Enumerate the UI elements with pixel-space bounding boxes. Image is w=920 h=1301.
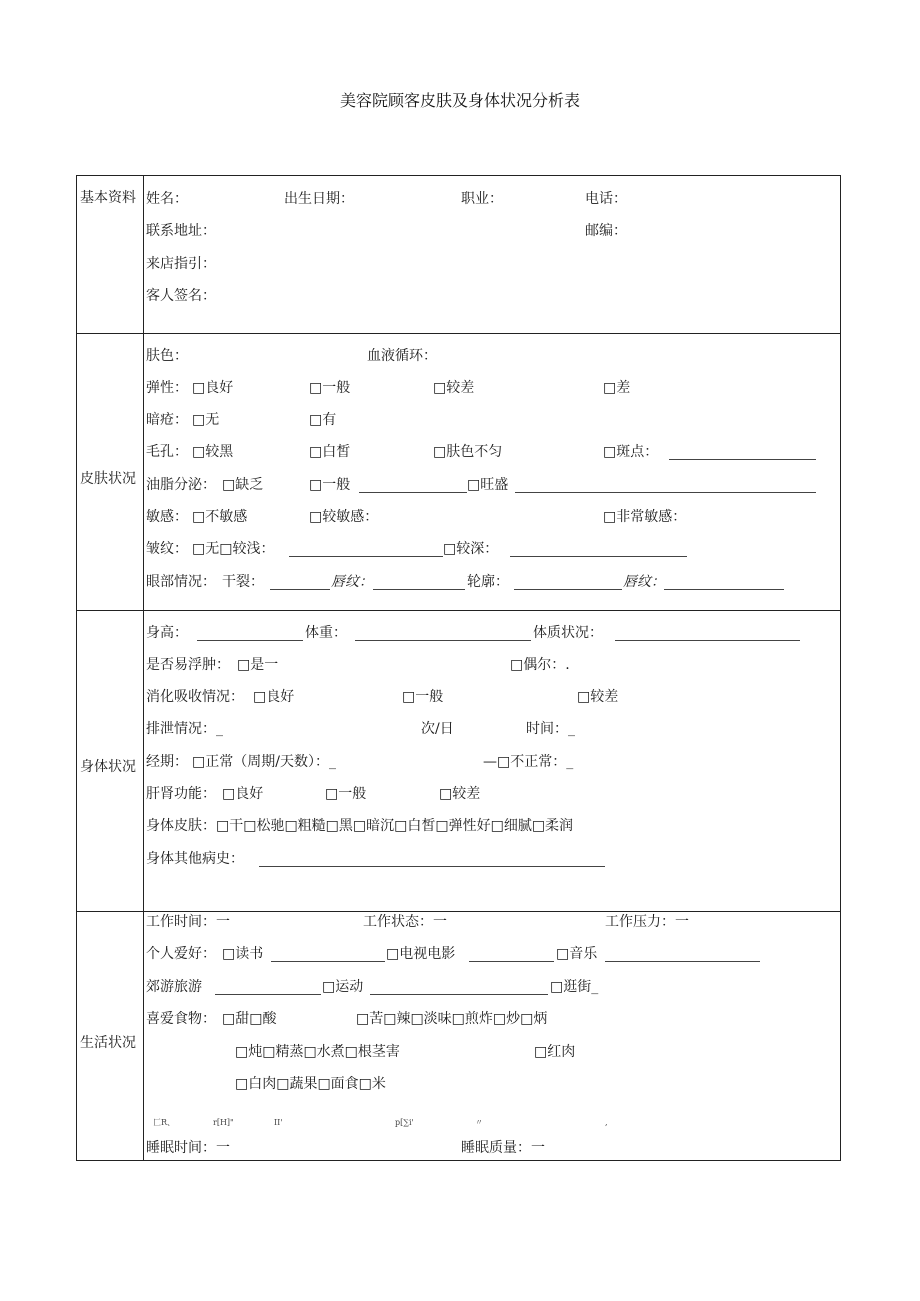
checkbox-option[interactable]: □有 xyxy=(309,412,337,428)
work-pressure-label: 工作压力：一 xyxy=(605,914,689,930)
blood-circulation-label: 血液循环： xyxy=(367,348,437,364)
liver-kidney-label: 肝肾功能： xyxy=(146,786,216,802)
section-divider xyxy=(77,610,840,611)
excretion-label: 排泄情况：_ xyxy=(146,721,223,737)
checkbox-option[interactable]: □红肉 xyxy=(534,1044,576,1060)
eye-dry-label: 干裂： xyxy=(222,574,264,590)
checkbox-option[interactable]: □是一 xyxy=(237,657,279,673)
section-label-life: 生活状况 xyxy=(80,1035,136,1051)
checkbox-option[interactable]: □较差 xyxy=(577,689,619,705)
fill-blank-line[interactable] xyxy=(215,994,321,995)
checkbox-option[interactable]: □一般 xyxy=(309,477,351,493)
birth-field-label: 出生日期： xyxy=(284,191,354,207)
checkbox-option[interactable]: □白肉□蔬果□面食□米 xyxy=(235,1076,386,1092)
scan-artifact-text: r[H]" xyxy=(213,1118,234,1127)
checkbox-option[interactable]: □较差 xyxy=(439,786,481,802)
checkbox-option[interactable]: □一般 xyxy=(402,689,444,705)
checkbox-option[interactable]: □差 xyxy=(603,380,631,396)
eye-lip-line-label: 唇纹： xyxy=(623,574,665,590)
checkbox-option[interactable]: □较黑 xyxy=(192,444,234,460)
eye-contour-label: 轮廓： xyxy=(467,574,509,590)
sleep-quality-label: 睡眠质量：一 xyxy=(461,1140,545,1156)
guide-field-label: 来店指引： xyxy=(146,256,216,272)
address-field-label: 联系地址： xyxy=(146,223,216,239)
checkbox-option[interactable]: □较敏感： xyxy=(309,509,379,525)
checkbox-option[interactable]: □肤色不匀 xyxy=(433,444,503,460)
postcode-field-label: 邮编： xyxy=(585,223,627,239)
label-column-divider xyxy=(143,176,144,1160)
scan-artifact-text: 匚R、 xyxy=(153,1118,176,1127)
body-skin-options[interactable]: 身体皮肤：□干□松驰□粗糙□黑□暗沉□白皙□弹性好□细腻□柔润 xyxy=(146,818,574,834)
checkbox-option[interactable]: □非常敏感： xyxy=(603,509,687,525)
section-label-basic: 基本资料 xyxy=(80,190,136,206)
digestion-label: 消化吸收情况： xyxy=(146,689,244,705)
excretion-time-label: 时间：_ xyxy=(526,721,575,737)
checkbox-option[interactable]: □较差 xyxy=(433,380,475,396)
pores-label: 毛孔： xyxy=(146,444,188,460)
job-field-label: 职业： xyxy=(461,191,503,207)
checkbox-option[interactable]: □运动 xyxy=(322,979,364,995)
checkbox-option[interactable]: —□不正常：_ xyxy=(483,754,574,770)
section-label-skin: 皮肤状况 xyxy=(80,471,136,487)
checkbox-option[interactable]: □良好 xyxy=(222,786,264,802)
scan-artifact-text: II' xyxy=(274,1118,283,1127)
medical-history-label: 身体其他病史： xyxy=(146,851,244,867)
fill-blank-line[interactable] xyxy=(289,556,443,557)
fill-blank-line[interactable] xyxy=(664,589,784,590)
fill-blank-line[interactable] xyxy=(271,961,385,962)
height-label: 身高： xyxy=(146,625,188,641)
checkbox-option[interactable]: □逛街_ xyxy=(550,979,599,995)
fill-blank-line[interactable] xyxy=(515,492,816,493)
favorite-food-label: 喜爱食物： xyxy=(146,1011,216,1027)
elasticity-label: 弹性： xyxy=(146,380,188,396)
sleep-time-label: 睡眠时间：一 xyxy=(146,1140,230,1156)
fill-blank-line[interactable] xyxy=(373,589,465,590)
fill-blank-line[interactable] xyxy=(514,589,622,590)
scan-artifact-text: 〃 xyxy=(475,1118,483,1127)
checkbox-option[interactable]: □白皙 xyxy=(309,444,351,460)
phone-field-label: 电话： xyxy=(585,191,627,207)
checkbox-option[interactable]: □炖□精蒸□水煮□根茎害 xyxy=(235,1044,400,1060)
outing-label: 郊游旅游 xyxy=(146,979,202,995)
checkbox-option[interactable]: □正常（周期/天数）：_ xyxy=(192,754,336,770)
skin-color-label: 肤色： xyxy=(146,348,188,364)
checkbox-option[interactable]: □偶尔：. xyxy=(510,657,570,673)
signature-field-label: 客人签名： xyxy=(146,288,216,304)
checkbox-option[interactable]: □旺盛 xyxy=(467,477,509,493)
checkbox-option[interactable]: □较深： xyxy=(443,541,499,557)
checkbox-option[interactable]: □一般 xyxy=(325,786,367,802)
fill-blank-line[interactable] xyxy=(370,994,548,995)
section-divider xyxy=(77,333,840,334)
name-field-label: 姓名： xyxy=(146,191,188,207)
menstrual-label: 经期： xyxy=(146,754,188,770)
excretion-frequency-label: 次/日 xyxy=(421,721,454,737)
fill-blank-line[interactable] xyxy=(197,640,303,641)
fill-blank-line[interactable] xyxy=(359,492,467,493)
fill-blank-line[interactable] xyxy=(270,589,330,590)
fill-blank-line[interactable] xyxy=(615,640,800,641)
checkbox-option[interactable]: □良好 xyxy=(192,380,234,396)
swelling-label: 是否易浮肿： xyxy=(146,657,230,673)
scan-artifact-text: , xyxy=(605,1118,608,1127)
scan-artifact-text: p[∑i' xyxy=(395,1118,414,1127)
analysis-form xyxy=(76,175,841,1161)
fill-blank-line[interactable] xyxy=(669,459,816,460)
work-state-label: 工作状态：一 xyxy=(363,914,447,930)
checkbox-option[interactable]: □不敏感 xyxy=(192,509,248,525)
page-title: 美容院顾客皮肤及身体状况分析表 xyxy=(339,91,580,110)
weight-label: 体重： xyxy=(305,625,347,641)
wrinkle-label: 皱纹： xyxy=(146,541,188,557)
oil-secretion-label: 油脂分泌： xyxy=(146,477,216,493)
fill-blank-line[interactable] xyxy=(469,961,554,962)
fill-blank-line[interactable] xyxy=(510,556,687,557)
checkbox-option[interactable]: □读书 xyxy=(222,946,264,962)
checkbox-option[interactable]: □电视电影 xyxy=(386,946,456,962)
hobby-label: 个人爱好： xyxy=(146,946,216,962)
checkbox-option[interactable]: □缺乏 xyxy=(222,477,264,493)
checkbox-option[interactable]: □良好 xyxy=(253,689,295,705)
sensitivity-label: 敏感： xyxy=(146,509,188,525)
checkbox-option[interactable]: □音乐 xyxy=(556,946,598,962)
checkbox-option[interactable]: □苦□辣□淡味□煎炸□炒□炳 xyxy=(356,1011,548,1027)
fill-blank-line[interactable] xyxy=(355,640,531,641)
eye-lip-line-label: 唇纹： xyxy=(331,574,373,590)
checkbox-option[interactable]: □斑点： xyxy=(603,444,659,460)
fill-blank-line[interactable] xyxy=(259,866,605,867)
checkbox-option[interactable]: □无 xyxy=(192,412,220,428)
section-label-body: 身体状况 xyxy=(80,759,136,775)
acne-label: 暗疮： xyxy=(146,412,188,428)
checkbox-option[interactable]: □甜□酸 xyxy=(222,1011,277,1027)
checkbox-option[interactable]: □一般 xyxy=(309,380,351,396)
checkbox-option[interactable]: □无□较浅： xyxy=(192,541,275,557)
section-divider xyxy=(77,911,840,912)
fill-blank-line[interactable] xyxy=(605,961,760,962)
work-time-label: 工作时间：一 xyxy=(146,914,230,930)
eye-condition-label: 眼部情况： xyxy=(146,574,216,590)
constitution-label: 体质状况： xyxy=(533,625,603,641)
